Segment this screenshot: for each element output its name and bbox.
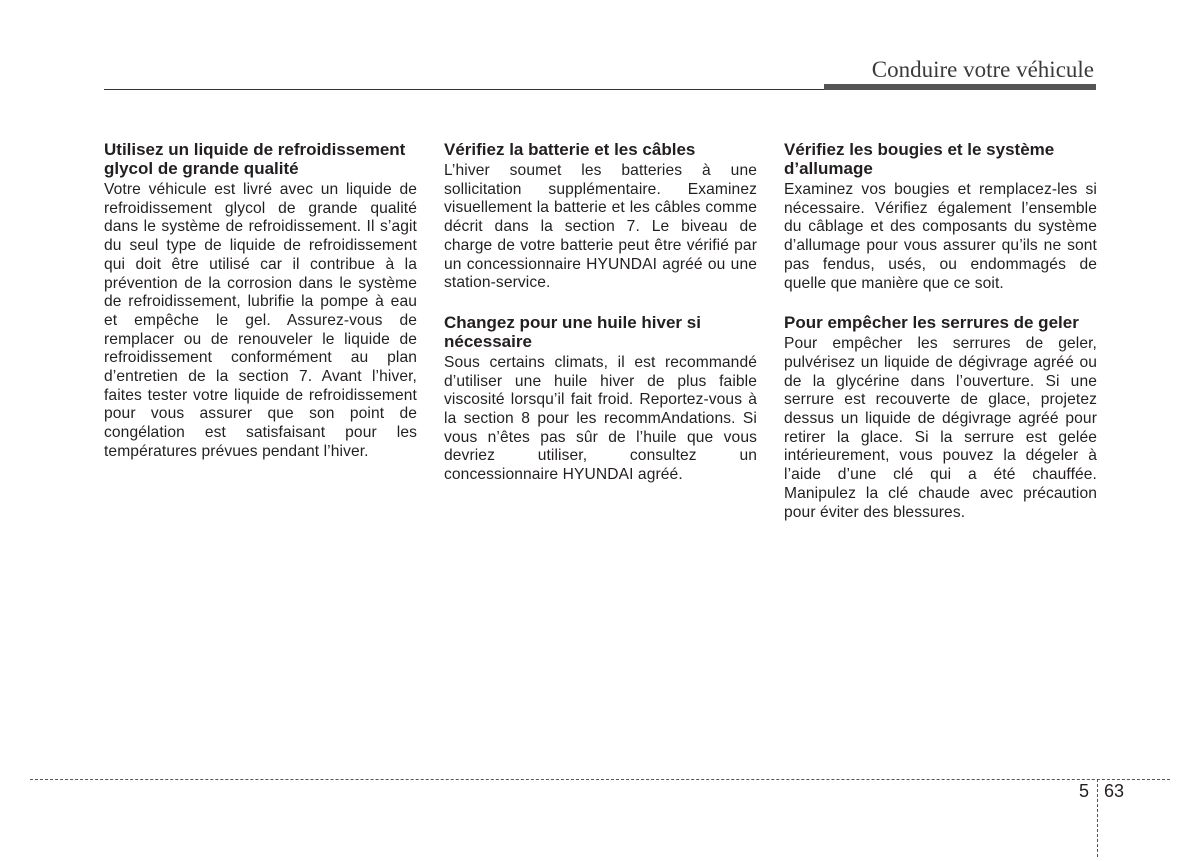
footer-divider [30,779,1170,780]
section-body: Examinez vos bougies et remplacez-les si nécessaire. Vérifiez également l’ensemble du câblage et des composants du système d’allumage pour vous assurer qu’ils ne sont pas fendus, usés, ou endommagés de quelle que manière que ce soit. [784,181,1097,292]
section-battery [444,140,757,293]
section-heading: Pour empêcher les serrures de geler [784,313,1079,333]
page-header-title: Conduire votre véhicule [871,57,1094,82]
column-2 [444,140,757,505]
section-body: Votre véhicule est livré avec un liquide de refroidissement glycol de grande qualité dans le système de refroidissement. Il s’agit du seul type de liquide de refroidissement qui doit être utilisé car il contribue à la prévention de la corrosion dans le système de refroidissement, lubrifie la pompe à eau et empêche le gel. Assurez-vous de remplacer ou de renouveler le liquide de refroidissement conformément au plan d’entretien de la section 7. Avant l’hiver, faites tester votre liquide de refroidissement pour vous assurer que son point de congélation est satisfaisant pour les températures prévues pendant l’hiver. [104,181,417,460]
section-spark-plugs [784,140,1097,293]
section-heading: Vérifiez la batterie et les câbles [444,140,696,159]
section-door-locks [784,313,1097,522]
section-heading: Changez pour une huile hiver si nécessaire [444,312,701,351]
section-coolant [104,140,417,462]
section-heading: Vérifiez les bougies et le système d’allumage [784,140,1055,178]
section-winter-oil [444,313,757,485]
column-1 [104,140,417,482]
page-number: 63 [1104,781,1125,801]
section-body: Pour empêcher les serrures de geler, pulvérisez un liquide de dégivrage agréé ou de la glycérine dans l’ouverture. Si une serrure est recouverte de glace, projetez dessus un liquide de dégivrage agréé pour retirer la glace. Si la serrure est gelée intérieurement, vous pouvez la dégeler à l’aide d’une clé qui a été chauffée. Manipulez la clé chaude avec précaution pour éviter des blessures. [784,335,1097,521]
section-body: L’hiver soumet les batteries à une sollicitation supplémentaire. Examinez visuellement la batterie et les câbles comme décrit dans la section 7. Le biveau de charge de votre batterie peut être vérifié par un concessionnaire HYUNDAI agréé ou une station-service. [444,162,757,292]
section-heading: Utilisez un liquide de refroidissement glycol de grande qualité [104,140,406,178]
chapter-number: 5 [1079,781,1090,801]
page-number-divider [1097,779,1098,857]
column-3 [784,140,1097,542]
header-rule-accent [824,84,1096,90]
section-body: Sous certains climats, il est recommandé d’utiliser une huile hiver de plus faible viscosité lorsqu’il fait froid. Reportez-vous à la section 8 pour les recommAndations. Si vous n’êtes pas sûr de l’huile que vous devriez utiliser, consultez un concessionnaire HYUNDAI agréé. [444,353,757,484]
